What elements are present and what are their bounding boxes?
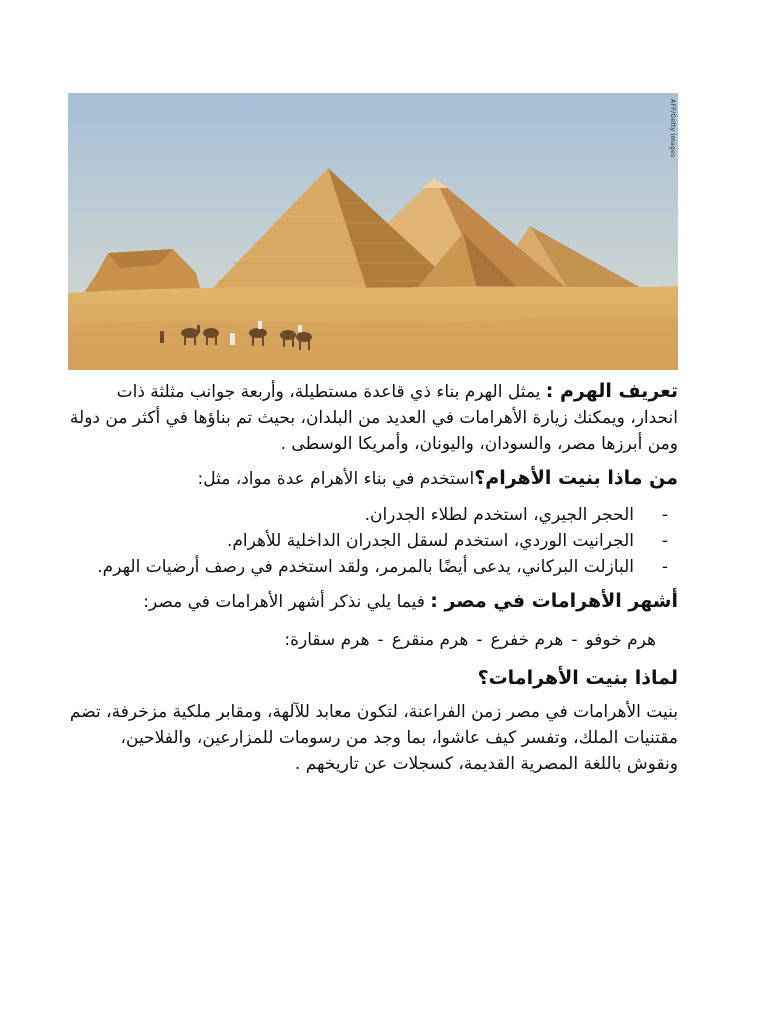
- why-heading: لماذا بنيت الأهرامات؟: [477, 667, 678, 689]
- definition-paragraph: [68, 378, 678, 457]
- material-basalt: البازلت البركاني، يدعى أيضًا بالمرمر، ولقد استخدم في رصف أرضيات الهرم.: [97, 557, 634, 577]
- famous-text: فيما يلي نذكر أشهر الأهرامات في مصر:: [143, 592, 431, 612]
- materials-paragraph: [68, 465, 678, 492]
- pyramids-illustration: [68, 93, 678, 370]
- famous-heading: أشهر الأهرامات في مصر :: [430, 590, 678, 612]
- pyramid-name-khafre: هرم خفرع: [490, 630, 564, 650]
- photo-credit: AFP/Getty Images: [669, 99, 676, 158]
- pyramids-photo: [68, 93, 678, 370]
- definition-heading: تعريف الهرم :: [545, 380, 678, 402]
- material-granite: الجرانيت الوردي، استخدم لسقل الجدران الداخلية للأهرام.: [226, 531, 634, 551]
- famous-paragraph: [68, 588, 678, 615]
- definition-text: يمثل الهرم بناء ذي قاعدة مستطيلة، وأربعة جوانب مثلثة ذات انحدار، ويمكنك زيارة الأهرامات في العديد من البلدان، بحيث تم بناؤها في أكثر من دولة ومن أبرزها مصر، والسودان، واليونان، وأمريكا الوسطى .: [69, 382, 678, 454]
- pyramids-names-list: هرم خوفو-هرم خفرع-هرم منقرع-هرم سقارة:: [284, 630, 656, 650]
- materials-list: [68, 502, 678, 580]
- list-item: - الجرانيت الوردي، استخدم لسقل الجدران الداخلية للأهرام.: [226, 531, 668, 551]
- pyramid-name-saqqara: هرم سقارة:: [284, 630, 370, 650]
- article-body: [68, 378, 678, 777]
- pyramid-name-menkaure: هرم منقرع: [391, 630, 469, 650]
- materials-heading: من ماذا بنيت الأهرام؟: [474, 467, 678, 489]
- list-item: - البازلت البركاني، يدعى أيضًا بالمرمر، ولقد استخدم في رصف أرضيات الهرم.: [97, 557, 668, 577]
- list-item: - الحجر الجيري، استخدم لطلاء الجدران.: [364, 505, 668, 525]
- why-paragraph: بنيت الأهرامات في مصر زمن الفراعنة، لتكون معابد للآلهة، ومقابر ملكية مزخرفة، تضم مقتنيات الملك، وتفسر كيف عاشوا، بما وجد من رسومات للمزارعين، والفلاحين، ونقوش باللغة المصرية القديمة، كسجلات عن تاريخهم .: [69, 702, 678, 774]
- materials-text: استخدم في بناء الأهرام عدة مواد، مثل:: [197, 469, 475, 489]
- material-limestone: الحجر الجيري، استخدم لطلاء الجدران.: [364, 505, 634, 525]
- pyramid-name-khufu: هرم خوفو: [585, 630, 656, 650]
